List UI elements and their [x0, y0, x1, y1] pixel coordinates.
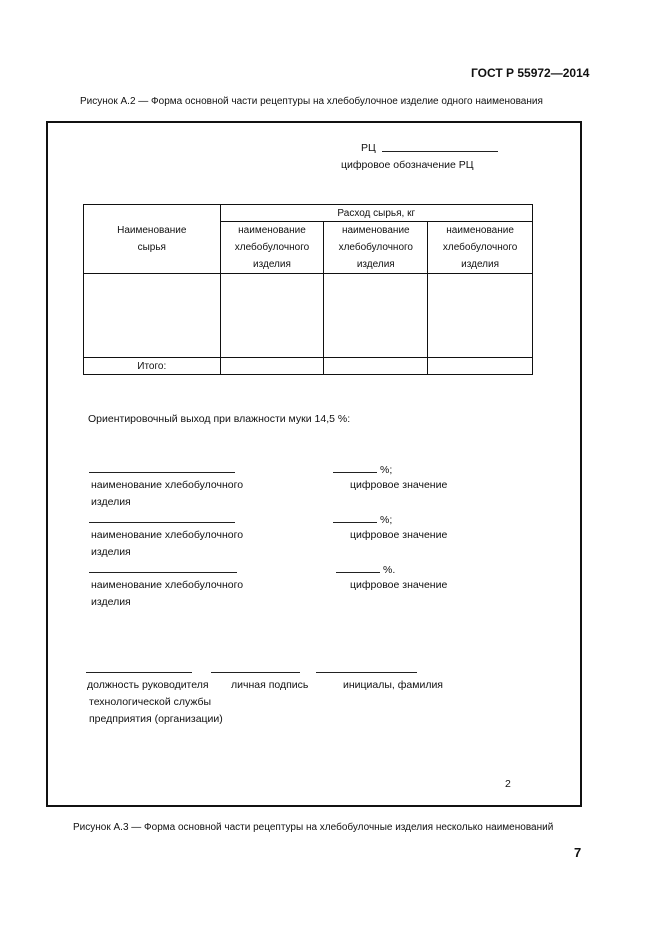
- yield-percent-3: %.: [383, 564, 396, 576]
- table-cell-body: [428, 274, 533, 358]
- rc-caption: цифровое обозначение РЦ: [341, 159, 474, 171]
- signature-name-caption: инициалы, фамилия: [343, 679, 443, 691]
- yield-name-caption2-3: изделия: [91, 596, 131, 608]
- rc-label: РЦ: [361, 142, 376, 154]
- standard-number: ГОСТ Р 55972—2014: [471, 66, 590, 80]
- recipe-table: [83, 204, 533, 375]
- column-header-product-2: наименование хлебобулочного изделия: [324, 222, 428, 274]
- inner-page-number: 2: [505, 778, 511, 790]
- yield-name-caption2-1: изделия: [91, 496, 131, 508]
- yield-value-line-1: [333, 472, 377, 473]
- rc-underline: [382, 151, 498, 152]
- signature-position-caption-2: технологической службы: [89, 696, 212, 708]
- yield-text: Ориентировочный выход при влажности муки 14,5 %:: [88, 413, 351, 425]
- signature-position-caption-3: предприятия (организации): [89, 713, 223, 725]
- yield-name-line-3: [89, 572, 237, 573]
- yield-value-caption-3: цифровое значение: [350, 579, 448, 591]
- yield-value-caption-2: цифровое значение: [350, 529, 448, 541]
- signature-name-line: [316, 672, 417, 673]
- table-cell-body: [220, 274, 324, 358]
- total-cell: [428, 358, 533, 375]
- yield-name-line-2: [89, 522, 235, 523]
- signature-sign-caption: личная подпись: [231, 679, 309, 691]
- yield-percent-2: %;: [380, 514, 393, 526]
- yield-name-caption-2: наименование хлебобулочного: [91, 529, 244, 541]
- column-header-raw-material: Наименование сырья: [84, 205, 221, 274]
- table-cell-body: [84, 274, 221, 358]
- total-cell: [220, 358, 324, 375]
- column-header-product-1: наименование хлебобулочного изделия: [220, 222, 324, 274]
- yield-name-caption-3: наименование хлебобулочного: [91, 579, 244, 591]
- signature-sign-line: [211, 672, 300, 673]
- yield-name-caption-1: наименование хлебобулочного: [91, 479, 244, 491]
- yield-name-line-1: [89, 472, 235, 473]
- figure-caption-top: Рисунок А.2 — Форма основной части рецептуры на хлебобулочное изделие одного наименования: [80, 96, 543, 107]
- signature-position-line: [86, 672, 192, 673]
- column-group-header-consumption: Расход сырья, кг: [220, 205, 532, 222]
- yield-value-line-3: [336, 572, 380, 573]
- column-header-product-3: наименование хлебобулочного изделия: [428, 222, 533, 274]
- signature-position-caption: должность руководителя: [87, 679, 209, 691]
- table-cell-body: [324, 274, 428, 358]
- total-cell: [324, 358, 428, 375]
- total-label: Итого:: [84, 358, 221, 375]
- figure-caption-bottom: Рисунок А.3 — Форма основной части рецептуры на хлебобулочные изделия несколько наименований: [73, 822, 554, 833]
- page-number: 7: [574, 845, 582, 860]
- yield-value-line-2: [333, 522, 377, 523]
- yield-value-caption-1: цифровое значение: [350, 479, 448, 491]
- yield-percent-1: %;: [380, 464, 393, 476]
- yield-name-caption2-2: изделия: [91, 546, 131, 558]
